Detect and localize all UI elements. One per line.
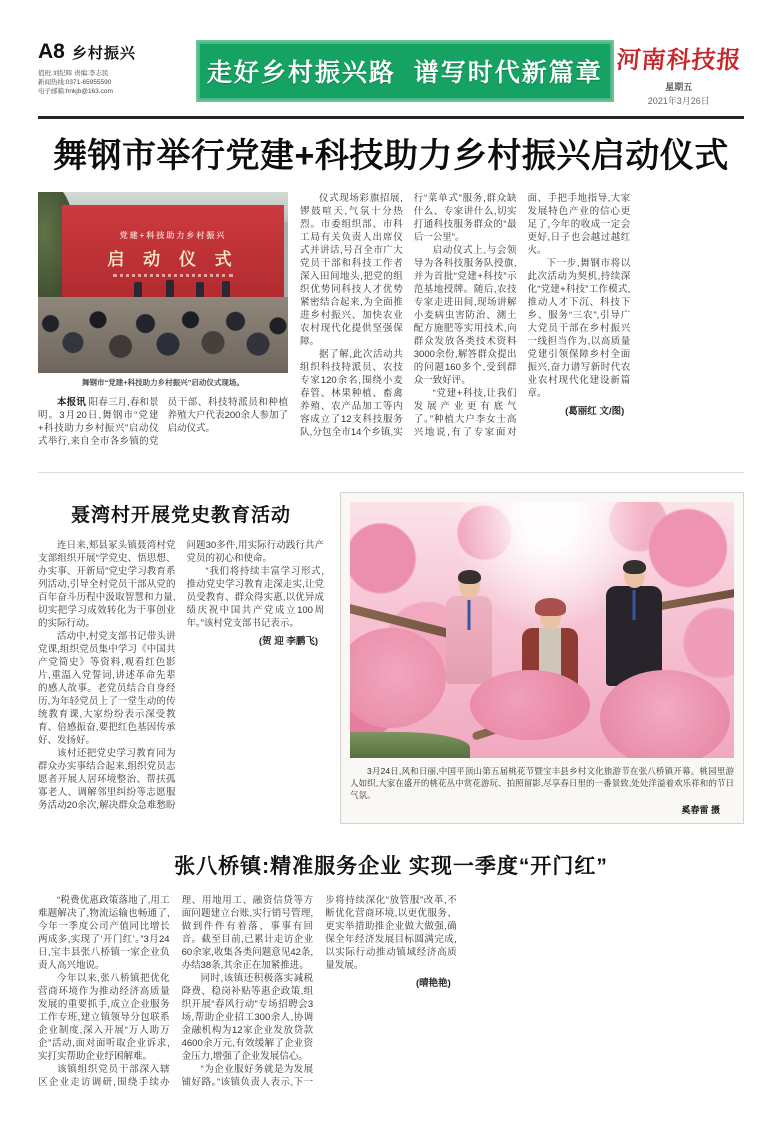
masthead-block — [614, 40, 745, 107]
article3-body — [38, 894, 744, 1090]
article2 — [38, 492, 324, 824]
paragraph: 连日来,郏县冢头镇聂湾村党支部组织开展“学党史、悟思想、办实事、开新局”党史学习教育系列活动,引导全村党员干部从党的百年奋斗历程中汲取智慧和力量,切实把学习成效转化为干事创业的实际行动。 — [38, 539, 176, 629]
email-info-line: 电子邮箱:hnkjb@163.com — [38, 88, 113, 95]
section-divider — [38, 472, 744, 473]
edition-block — [38, 40, 196, 96]
middle-section — [38, 492, 744, 824]
slogan-banner — [196, 40, 613, 102]
paragraph: “税费优惠政策落地了,用工难题解决了,物流运输也畅通了,今年一季度公司产值同比增长两成多,实现了‘开门红’。”3月24日,宝丰县张八桥镇一家企业负责人高兴地说。 — [38, 894, 170, 971]
blossom-photo — [350, 502, 734, 758]
newspaper-name: 河南科技报 — [614, 48, 743, 74]
stage-banner-decor — [113, 274, 233, 277]
paragraph: 今年以来,张八桥镇把优化营商环境作为推动经济高质量发展的重要抓手,成立企业服务工作专班,建立镇领导分包联系企业制度,深入开展“万人助万企”活动,面对面听取企业诉求,实打实帮助企业纾困解难。 — [38, 972, 170, 1062]
issue-date: 2021年3月26日 — [647, 96, 710, 106]
grass — [350, 732, 470, 758]
page-number: A8 — [38, 40, 65, 63]
paragraph: 仪式现场彩旗招展,锣鼓喧天,气氛十分热烈。市委组织部、市科工局有关负责人出席仪式并讲话,号召全市广大党员干部和科技工作者深入田间地头,把党的组织优势同科技人才优势紧密结合起来,为全面推进乡村振兴、加快农业农村现代化提供坚强保障。 — [300, 192, 403, 347]
paragraph: 活动中,村党支部书记带头讲党课,组织党员集中学习《中国共产党简史》等资料,观看红色影片,重温入党誓词,讲述革命先辈的感人故事。老党员结合自身经历,为年轻党员上了一堂生动的传统教育课,大家纷纷表示深受教育、倍感振奋,要把红色基因传承好、发扬好。 — [38, 630, 176, 746]
slogan-text: 走好乡村振兴路 谱写时代新篇章 — [206, 59, 603, 87]
photo2-credit: 奚春雷 摄 — [681, 804, 720, 815]
paragraph: 同时,该镇还积极落实减税降费、稳岗补贴等惠企政策,组织开展“春风行动”专场招聘会3场,帮助企业招工300余人,协调金融机构为12家企业发放贷款4600余万元,有效缓解了企业资金压力,增强了企业发展信心。 — [181, 972, 314, 1062]
article1-byline: (葛丽红 文/图) — [565, 405, 625, 417]
foreground-blossoms — [350, 628, 446, 728]
paragraph: “我们将持续丰富学习形式,推动党史学习教育走深走实,让党员受教育、群众得实惠,以优异成绩庆祝中国共产党成立100周年。”该村党支部书记表示。 — [186, 565, 324, 629]
paragraph: “党建+科技,让我们发展产业更有底气了。”种植大户李女士高兴地说,有了专家面对面、手把手地指导,大家发展特色产业的信心更足了,今年的收成一定会更好,日子也会越过越红火。 — [413, 192, 631, 438]
blossom-photo-box — [340, 492, 744, 824]
page-header — [38, 40, 744, 107]
paragraph: 启动仪式上,与会领导为各科技服务队授旗,并为首批“党建+科技”示范基地授牌。随后,农技专家走进田间,现场讲解小麦病虫害防治、测土配方施肥等实用技术,向群众发放各类技术资料3000余份,解答群众提出的问题160多个,受到群众一致好评。 — [413, 244, 517, 386]
header-rule — [38, 116, 744, 119]
ceremony-photo — [38, 192, 288, 373]
article1-body — [300, 192, 744, 450]
crowd — [38, 297, 288, 373]
editor-info-line: 值班:刘纪晖 责编:李志民 — [38, 70, 109, 77]
photo1-caption: 舞钢市“党建+科技助力乡村振兴”启动仪式现场。 — [82, 377, 244, 387]
article3-headline: 张八桥镇:精准服务企业 实现一季度“开门红” — [174, 854, 608, 878]
article2-byline: (贺 迎 李鹏飞) — [258, 635, 318, 647]
section-title: 乡村振兴 — [71, 45, 136, 62]
paragraph: 据了解,此次活动共组织科技特派员、农技专家120余名,围绕小麦春管、林果种植、畜禽养殖、农产品加工等内容成立了12支科技服务队,分包全市14个乡镇,实行“菜单式”服务,群众缺什么、专家讲什么,切实打通科技服务群众的“最后一公里”。 — [300, 192, 517, 438]
paragraph: 该村还把党史学习教育同为群众办实事结合起来,组织党员志愿者开展人居环境整治、帮扶孤寡老人、调解邻里纠纷等志愿服务活动20余次,解决群众急难愁盼问题30多件,用实际行动践行共产党员的初心和使命。 — [38, 539, 324, 811]
paragraph: “为企业服好务就是为发展铺好路。”该镇负责人表示,下一步将持续深化“放管服”改革,不断优化营商环境,以更优服务、更实举措助推企业做大做强,确保全年经济发展目标圆满完成,以实际行动推动镇域经济高质量发展。 — [181, 894, 457, 1088]
article1 — [38, 192, 744, 458]
article2-body — [38, 539, 324, 819]
article1-headline: 舞钢市举行党建+科技助力乡村振兴启动仪式 — [53, 137, 729, 175]
woman-left — [446, 574, 492, 684]
paragraph: 该镇组织党员干部深入辖区企业走访调研,围绕手续办理、用地用工、融资信贷等方面问题建立台账,实行销号管理,做到件件有着落、事事有回音。截至目前,已累计走访企业60余家,收集各类问题意见42条,办结38条,其余正在加紧推进。 — [38, 894, 314, 1088]
hotline-info-line: 新闻热线:0371-65955590 — [38, 79, 112, 86]
foreground-blossoms — [470, 670, 590, 740]
weekday: 星期五 — [665, 82, 693, 92]
article2-headline: 聂湾村开展党史教育活动 — [70, 504, 291, 526]
foreground-blossoms — [600, 670, 730, 758]
stage-banner-line2: 启 动 仪 式 — [107, 250, 239, 270]
lead-text: 阳春三月,春和景明。3月20日,舞钢市“党建+科技助力乡村振兴”启动仪式举行,来自全市各乡镇的党员干部、科技特派员和种植养殖大户代表200余人参加了启动仪式。 — [38, 396, 288, 447]
photo2-caption: 3月24日,风和日丽,中国平顶山第五届桃花节暨宝丰县乡村文化旅游节在张八桥镇开幕。桃园里游人如织,大家在盛开的桃花丛中赏花游玩、拍照留影,尽享春日里的一番景致,处处洋溢着欢乐祥和的节日气氛。 — [350, 765, 734, 800]
stage-banner-line1: 党建+科技助力乡村振兴 — [119, 231, 227, 241]
article1-lead — [38, 396, 288, 458]
lead-prefix: 本报讯 — [57, 396, 86, 408]
article3-byline: (晴艳艳) — [415, 977, 451, 989]
man-right — [606, 564, 662, 686]
paragraph: 下一步,舞钢市将以此次活动为契机,持续深化“党建+科技”工作模式,推动人才下沉、科技下乡、服务“三农”,引导广大党员干部在乡村振兴一线担当作为,以高质量党建引领保障乡村全面振兴,奋力谱写新时代农业农村现代化建设新篇章。 — [527, 257, 631, 399]
